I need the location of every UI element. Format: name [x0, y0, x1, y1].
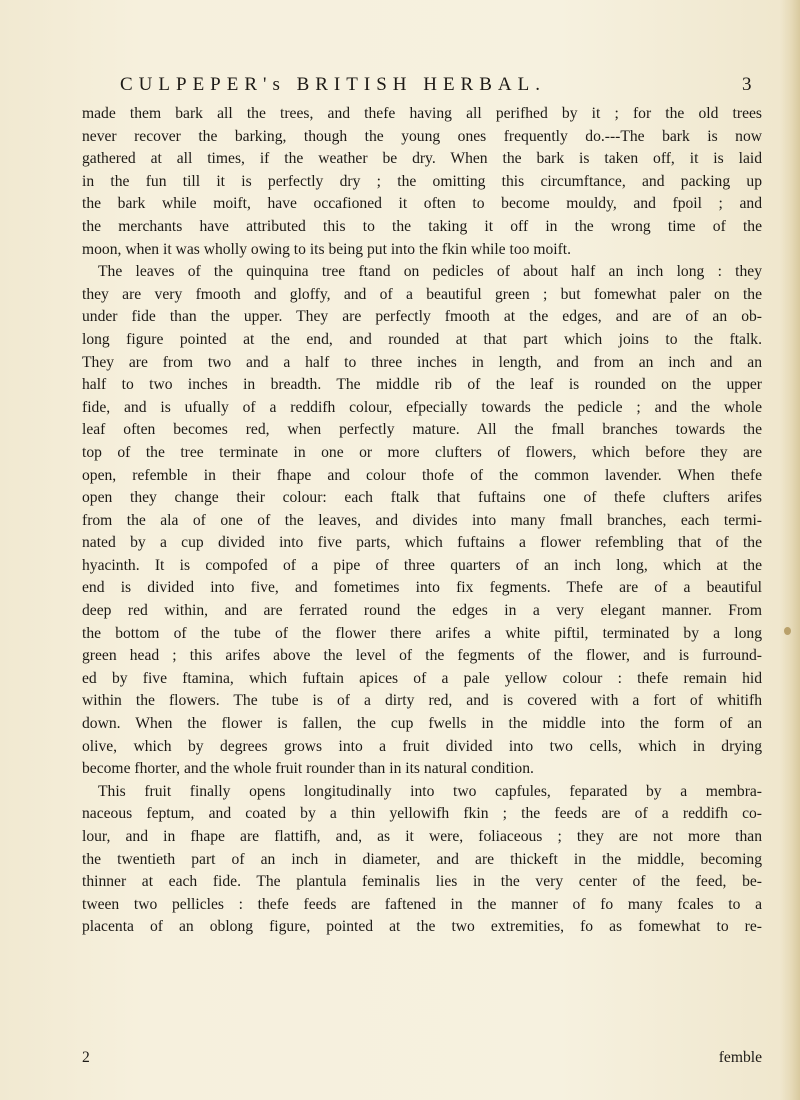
text-line: thinner at each fide. The plantula feminalis lies in the very center of the feed, be- [82, 873, 762, 891]
text-line: they are very fmooth and gloffy, and of a beautiful green ; but fomewhat paler on the [82, 285, 762, 303]
text-line: olive, which by degrees grows into a fruit divided into two cells, which in drying [82, 737, 762, 755]
text-line: end is divided into five, and fometimes into fix fegments. Thefe are of a beautiful [82, 579, 762, 597]
text-line: from the ala of one of the leaves, and divides into many fmall branches, each termi- [82, 511, 762, 529]
text-line: the twentieth part of an inch in diameter, and are thickeft in the middle, becoming [82, 850, 762, 868]
text-line: deep red within, and are ferrated round the edges in a very elegant manner. From [82, 602, 762, 620]
signature-mark: 2 [82, 1049, 90, 1066]
text-line: the bark while moift, have occafioned it often to become mouldy, and fpoil ; and [82, 195, 762, 213]
text-line: tween two pellicles : thefe feeds are faftened in the manner of fo many fcales to a [82, 895, 762, 913]
text-line: This fruit finally opens longitudinally into two capfules, feparated by a membra- [98, 782, 762, 800]
text-line: the merchants have attributed this to the taking it off in the wrong time of the [82, 217, 762, 235]
text-line: moon, when it was wholly owing to its being put into the fkin while too moift. [82, 240, 572, 258]
text-line: fide, and is ufually of a reddifh colour, efpecially towards the pedicle ; and the whole [82, 398, 762, 416]
text-line: under fide than the upper. They are perfectly fmooth at the edges, and are of an ob- [82, 308, 762, 326]
catchword: femble [718, 1049, 762, 1066]
text-line: down. When the flower is fallen, the cup fwells in the middle into the form of an [82, 715, 762, 733]
text-line: lour, and in fhape are flattifh, and, as it were, foliaceous ; they are not more than [82, 828, 762, 845]
text-line: hyacinth. It is compofed of a pipe of three quarters of an inch long, which at the [82, 556, 762, 574]
text-line: The leaves of the quinquina tree ftand on pedicles of about half an inch long : they [98, 263, 762, 281]
paper-stain [784, 627, 791, 635]
text-line: in the fun till it is perfectly dry ; the omitting this circumftance, and packing up [82, 172, 762, 190]
running-head: CULPEPER's BRITISH HERBAL. [120, 74, 546, 95]
text-line: green head ; this arifes above the level of the fegments of the flower, and is furround- [82, 647, 762, 665]
text-line: leaf often becomes red, when perfectly mature. All the fmall branches towards the [82, 421, 762, 439]
text-line: open, refemble in their fhape and colour thofe of the common lavender. When thefe [82, 466, 762, 484]
text-line: nated by a cup divided into five parts, which fuftains a flower refembling that of the [82, 534, 762, 552]
text-line: never recover the barking, though the young ones frequently do.---The bark is now [82, 127, 762, 145]
text-line: top of the tree terminate in one or more clufters of flowers, which before they are [82, 443, 762, 461]
text-line: the bottom of the tube of the flower there arifes a white piftil, terminated by a long [82, 624, 762, 642]
page-edge-shadow [780, 0, 800, 1100]
text-line: gathered at all times, if the weather be dry. When the bark is taken off, it is laid [82, 150, 762, 168]
text-line: ed by five ftamina, which fuftain apices of a pale yellow colour : thefe remain hid [82, 669, 762, 687]
text-line: They are from two and a half to three inches in length, and from an inch and an [82, 353, 762, 371]
text-line: made them bark all the trees, and thefe having all perifhed by it ; for the old trees [82, 105, 762, 122]
text-line: long figure pointed at the end, and rounded at that part which joins to the ftalk. [82, 330, 762, 348]
body-text [82, 103, 762, 939]
text-line: placenta of an oblong figure, pointed at the two extremities, fo as fomewhat to re- [82, 918, 762, 936]
text-line: within the flowers. The tube is of a dirty red, and is covered with a fort of whitifh [82, 692, 762, 710]
text-line: naceous feptum, and coated by a thin yellowifh fkin ; the feeds are of a reddifh co- [82, 805, 762, 823]
page-number: 3 [742, 74, 752, 95]
text-line: half to two inches in breadth. The middle rib of the leaf is rounded on the upper [82, 376, 762, 394]
text-line: open they change their colour: each ftalk that fuftains one of thefe clufters arifes [82, 489, 762, 507]
text-line: become fhorter, and the whole fruit rounder than in its natural condition. [82, 760, 534, 778]
